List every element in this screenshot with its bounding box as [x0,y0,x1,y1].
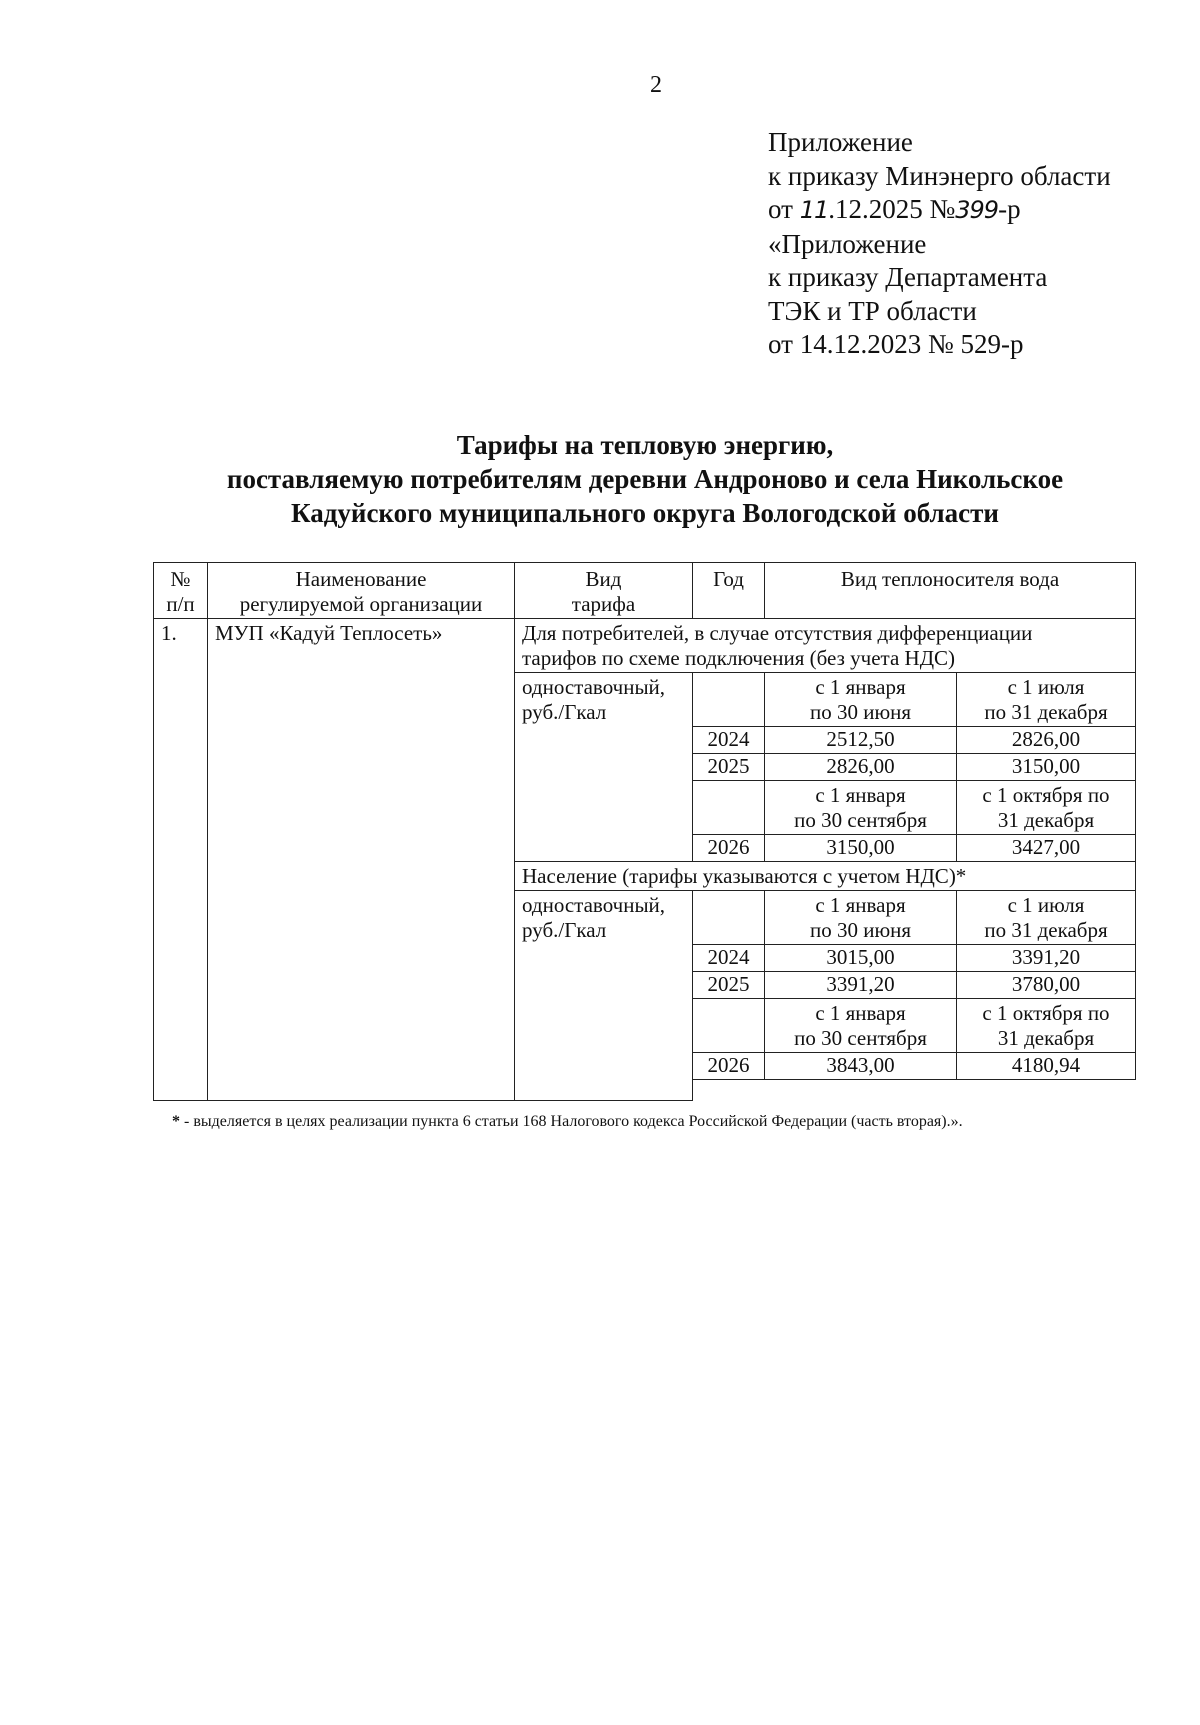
header-organization: Наименование регулируемой организации [208,563,515,619]
appendix-line: к приказу Минэнерго области [768,160,1111,191]
tariff-value: 3150,00 [765,835,957,862]
year-cell: 2025 [693,754,765,781]
appendix-line: к приказу Департамента [768,262,1048,292]
tariff-kind: одноставочный, руб./Гкал [515,891,693,1101]
appendix-line: ТЭК и ТР области [768,295,977,326]
page-number: 2 [650,72,662,98]
appendix-block [768,126,1111,362]
tariff-value: 3391,20 [957,945,1136,972]
handwritten-order-number: 399 [955,196,999,224]
title-line: поставляемую потребителям деревни Андроново и села Никольское [226,464,1064,494]
year-cell: 2025 [693,972,765,999]
appendix-date-suffix: -р [998,194,1021,224]
appendix-date-middle: .12.2025 № [828,194,956,224]
tariff-value: 2826,00 [765,754,957,781]
table-header-row [154,563,1136,619]
tariff-kind: одноставочный, руб./Гкал [515,673,693,862]
header-number: № п/п [154,563,208,619]
period-header: с 1 января по 30 сентября [765,781,957,835]
tariff-value: 3427,00 [957,835,1136,862]
footnote-text: - выделяется в целях реализации пункта 6 статьи 168 Налогового кодекса Российской Федерации (часть вторая).». [180,1113,963,1130]
title-line: Кадуйского муниципального округа Вологодской области [291,498,999,528]
year-cell-empty [693,999,765,1053]
period-header: с 1 января по 30 июня [765,673,957,727]
period-header: с 1 января по 30 июня [765,891,957,945]
appendix-line: от 14.12.2023 № 529-р [768,329,1024,359]
appendix-date-line [768,193,1111,228]
header-tariff-kind: Вид тарифа [515,563,693,619]
tariff-value: 3015,00 [765,945,957,972]
period-header: с 1 октября по 31 декабря [957,781,1136,835]
period-header: с 1 июля по 31 декабря [957,673,1136,727]
tariff-value: 3150,00 [957,754,1136,781]
year-cell: 2026 [693,1053,765,1080]
year-cell: 2026 [693,835,765,862]
title-line: Тарифы на тепловую энергию, [456,430,834,460]
tariff-value: 4180,94 [957,1053,1136,1080]
section-title: Население (тарифы указываются с учетом НДС)* [515,862,1136,891]
year-cell-empty [693,891,765,945]
header-year: Год [693,563,765,619]
appendix-line: «Приложение [768,228,927,259]
document-title [150,428,1140,530]
handwritten-day: 11 [799,196,829,224]
footnote-star: * [172,1113,180,1130]
tariff-value: 3391,20 [765,972,957,999]
tariff-value: 3843,00 [765,1053,957,1080]
period-header: с 1 июля по 31 декабря [957,891,1136,945]
section-title: Для потребителей, в случае отсутствия дифференциации тарифов по схеме подключения (без учета НДС) [515,619,1136,673]
period-header: с 1 января по 30 сентября [765,999,957,1053]
tariff-value: 2826,00 [957,727,1136,754]
appendix-line: Приложение [768,127,913,157]
year-cell-empty [693,673,765,727]
tariff-table [153,562,1136,1101]
period-header: с 1 октября по 31 декабря [957,999,1136,1053]
table-row [154,619,1136,673]
footnote [172,1113,963,1131]
tariff-value: 3780,00 [957,972,1136,999]
year-cell: 2024 [693,727,765,754]
tariff-value: 2512,50 [765,727,957,754]
year-cell: 2024 [693,945,765,972]
appendix-date-prefix: от [768,194,793,224]
row-number: 1. [154,619,208,1101]
header-carrier: Вид теплоносителя вода [765,563,1136,619]
organization-name: МУП «Кадуй Теплосеть» [208,619,515,1101]
year-cell-empty [693,781,765,835]
